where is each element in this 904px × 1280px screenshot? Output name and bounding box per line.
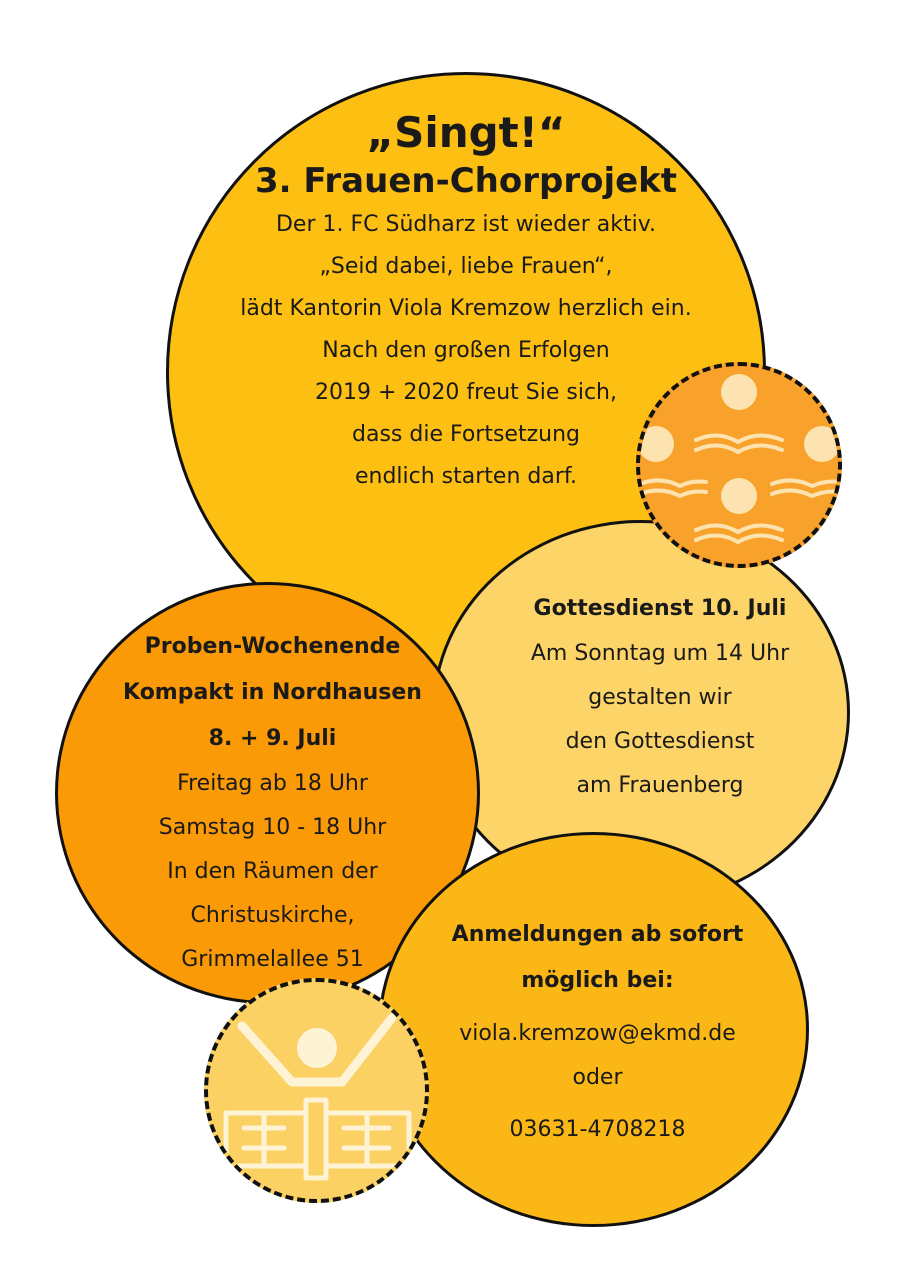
registration-text: [400, 912, 795, 1152]
page-subtitle: 3. Frauen-Chorprojekt: [254, 161, 678, 201]
intro-line: lädt Kantorin Viola Kremzow herzlich ein.: [240, 296, 692, 321]
singer-with-raised-arms-icon: [204, 978, 429, 1203]
rehearsal-dates: 8. + 9. Juli: [208, 726, 337, 751]
service-heading: Gottesdienst 10. Juli: [533, 596, 787, 621]
service-line: gestalten wir: [588, 685, 732, 710]
singer-icon-circle: [204, 978, 429, 1203]
page-title: „Singt!“: [366, 108, 566, 157]
service-line: den Gottesdienst: [565, 729, 755, 754]
header-text: [166, 108, 766, 498]
intro-line: Der 1. FC Südharz ist wieder aktiv.: [275, 212, 657, 237]
intro-line: „Seid dabei, liebe Frauen“,: [319, 254, 613, 279]
service-text: [470, 586, 850, 808]
intro-line: 2019 + 2020 freut Sie sich,: [314, 380, 617, 405]
service-line: Am Sonntag um 14 Uhr: [530, 641, 790, 666]
registration-heading: Anmeldungen ab sofort: [451, 922, 744, 947]
rehearsal-line: Samstag 10 - 18 Uhr: [158, 815, 387, 840]
rehearsal-line: Grimmelallee 51: [181, 947, 364, 972]
registration-phone[interactable]: 03631-4708218: [509, 1117, 686, 1142]
rehearsal-line: Freitag ab 18 Uhr: [177, 771, 368, 796]
registration-or: oder: [572, 1065, 623, 1090]
registration-heading: möglich bei:: [521, 968, 674, 993]
rehearsal-line: In den Räumen der: [167, 859, 378, 884]
rehearsal-heading: Proben-Wochenende: [144, 634, 401, 659]
service-line: am Frauenberg: [576, 773, 744, 798]
intro-line: Nach den großen Erfolgen: [322, 338, 610, 363]
rehearsal-line: Christuskirche,: [190, 903, 355, 928]
intro-line: dass die Fortsetzung: [352, 422, 580, 447]
intro-line: endlich starten darf.: [354, 464, 578, 489]
registration-email-link[interactable]: viola.kremzow@ekmd.de: [459, 1021, 736, 1046]
rehearsal-heading: Kompakt in Nordhausen: [123, 680, 422, 705]
